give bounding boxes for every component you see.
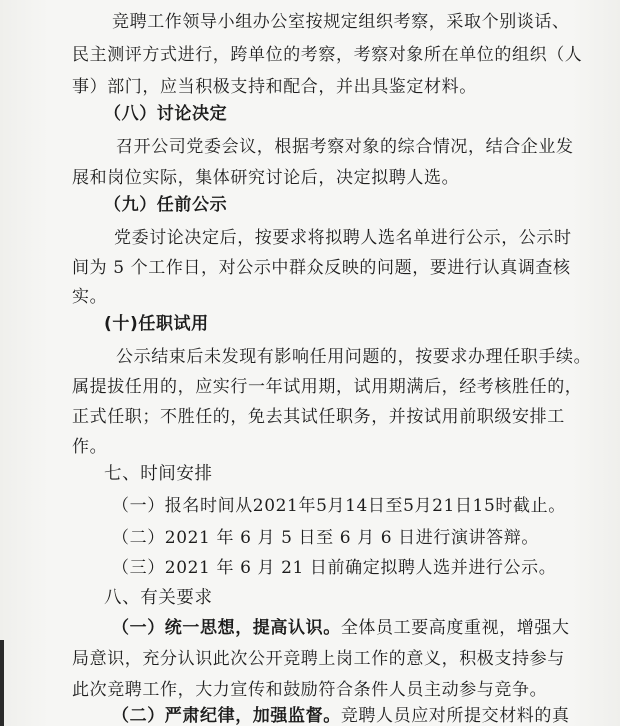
section-heading: （八）讨论决定 (104, 104, 228, 124)
schedule-item: （三）2021 年 6 月 21 日前确定拟聘人选并进行公示。 (112, 558, 557, 578)
paragraph-line: 公示结束后未发现有影响任用问题的，按要求办理任职手续。 (116, 347, 592, 367)
paragraph-line (112, 618, 570, 638)
chapter-heading: 七、时间安排 (104, 464, 213, 484)
paragraph-line: 正式任职；不胜任的，免去其试任职务，并按试用前职级安排工 (72, 407, 565, 427)
requirement-text: 全体员工要高度重视，增强大 (340, 618, 570, 638)
chapter-heading: 八、有关要求 (104, 588, 213, 608)
paragraph-line: 此次竞聘工作，大力宣传和鼓励符合条件人员主动参与竞争。 (72, 680, 548, 700)
paragraph-line: 作。 (72, 437, 108, 457)
paragraph-line: 属提拔任用的，应实行一年试用期，试用期满后，经考核胜任的， (72, 377, 583, 397)
scan-edge-mark (0, 640, 4, 726)
paragraph-line: 事）部门，应当积极支持和配合，并出具鉴定材料。 (72, 77, 477, 97)
paragraph-line (112, 706, 570, 726)
paragraph-line: 竞聘工作领导小组办公室按规定组织考察，采取个别谈话、 (112, 12, 570, 32)
section-heading: （九）任前公示 (104, 195, 228, 215)
schedule-item: （一）报名时间从2021年5月14日至5月21日15时截止。 (112, 496, 566, 516)
paragraph-line: 党委讨论决定后，按要求将拟聘人选名单进行公示，公示时 (114, 228, 572, 248)
paragraph-line: 民主测评方式进行，跨单位的考察，考察对象所在单位的组织（人 (72, 45, 583, 65)
section-heading: (十)任职试用 (104, 314, 209, 334)
requirement-text: 竞聘人员应对所提交材料的真 (340, 706, 570, 726)
schedule-item: （二）2021 年 6 月 5 日至 6 月 6 日进行演讲答辩。 (112, 528, 539, 548)
paragraph-line: 召开公司党委会议，根据考察对象的综合情况，结合企业发 (116, 137, 574, 157)
paragraph-line: 局意识，充分认识此次公开竞聘上岗工作的意义，积极支持参与 (72, 649, 565, 669)
paragraph-line: 展和岗位实际，集体研究讨论后，决定拟聘人选。 (72, 168, 460, 188)
requirement-heading: （一）统一思想，提高认识。 (112, 618, 341, 638)
requirement-heading: （二）严肃纪律，加强监督。 (112, 706, 341, 726)
paragraph-line: 间为 5 个工作日，对公示中群众反映的问题，要进行认真调查核 (72, 258, 571, 278)
paragraph-line: 实。 (72, 287, 108, 307)
